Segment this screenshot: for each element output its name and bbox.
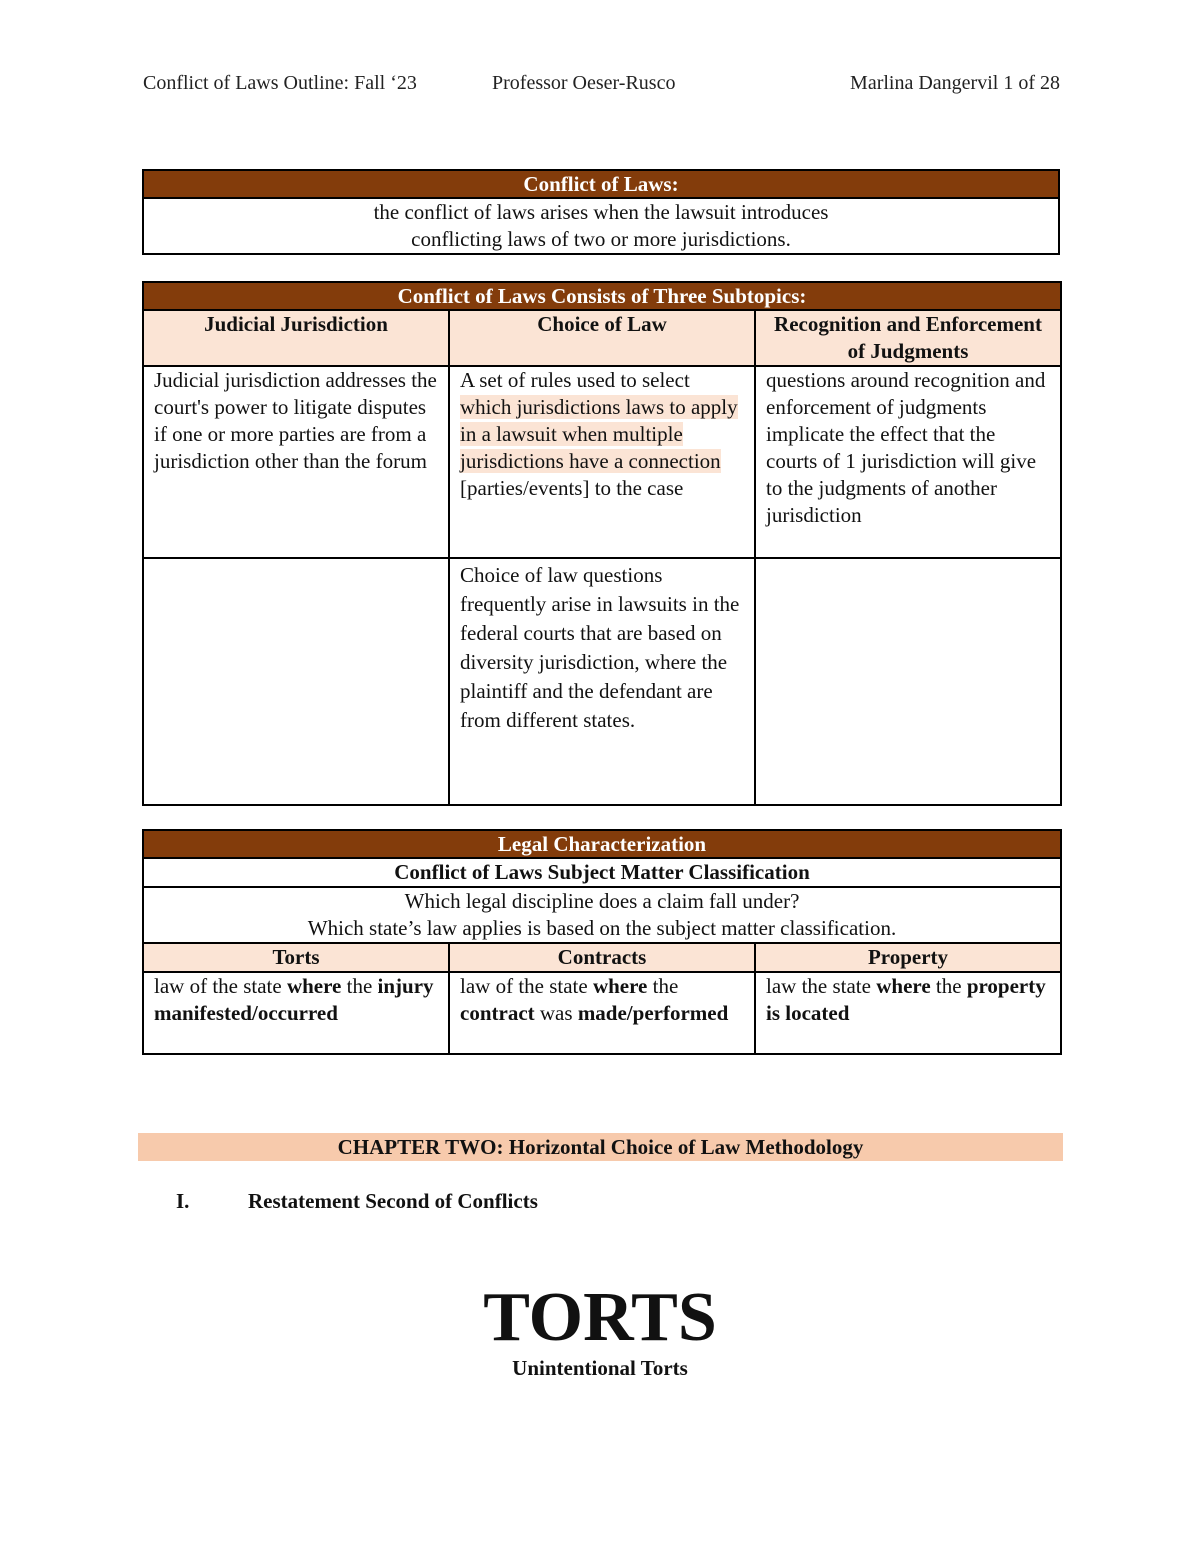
header-author-page: Marlina Dangervil 1 of 28 (850, 72, 1060, 94)
torts-rule-part: law of the state (154, 974, 282, 998)
property-rule-located: property is located (766, 974, 1046, 1025)
contracts-rule-where: where (592, 974, 648, 998)
definition-table (142, 169, 1060, 255)
property-rule-where: where (876, 974, 931, 998)
header-course: Conflict of Laws Outline: Fall ‘23 (143, 72, 417, 94)
definition-line-2: conflicting laws of two or more jurisdictions. (411, 227, 791, 251)
empty-cell-left (143, 558, 449, 805)
property-rule (755, 972, 1061, 1054)
definition-body (143, 198, 1059, 254)
characterization-questions (143, 887, 1061, 943)
torts-rule-part: the (346, 974, 373, 998)
header-contracts: Contracts (449, 943, 755, 972)
subtopics-title: Conflict of Laws Consists of Three Subtopics: (143, 282, 1061, 310)
torts-rule-injury: injury manifested/occurred (154, 974, 434, 1025)
header-torts: Torts (143, 943, 449, 972)
section-title: Restatement Second of Conflicts (248, 1189, 538, 1213)
torts-title: TORTS (483, 1279, 717, 1356)
header-choice-of-law: Choice of Law (449, 310, 755, 366)
choice-of-law-text-start: A set of rules used to select (460, 368, 690, 392)
contracts-rule-part: was (539, 1001, 573, 1025)
section-numeral: I. (176, 1189, 190, 1213)
header-property: Property (755, 943, 1061, 972)
contracts-rule-part: law of the state (460, 974, 588, 998)
recognition-enforcement-text: questions around recognition and enforcement of judgments implicate the effect that the courts of 1 jurisdiction will give to the judgments of another jurisdiction (755, 366, 1061, 558)
question-1: Which legal discipline does a claim fall under? (404, 889, 800, 913)
question-2: Which state’s law applies is based on the subject matter classification. (307, 916, 897, 940)
chapter-heading: CHAPTER TWO: Horizontal Choice of Law Methodology (138, 1133, 1063, 1161)
torts-rule (143, 972, 449, 1054)
contracts-rule-part: the (652, 974, 679, 998)
contracts-rule-contract: contract (460, 1001, 535, 1025)
property-rule-part: law the state (766, 974, 871, 998)
characterization-title: Legal Characterization (143, 830, 1061, 858)
empty-cell-right (755, 558, 1061, 805)
subtopics-table (142, 281, 1062, 806)
torts-subtitle: Unintentional Torts (512, 1356, 688, 1380)
header-professor: Professor Oeser-Rusco (492, 72, 676, 94)
page-header (143, 72, 1060, 100)
characterization-subtitle: Conflict of Laws Subject Matter Classification (143, 858, 1061, 887)
torts-rule-where: where (286, 974, 342, 998)
definition-line-1: the conflict of laws arises when the lawsuit introduces (373, 200, 829, 224)
contracts-rule (449, 972, 755, 1054)
contracts-rule-made: made/performed (577, 1001, 729, 1025)
choice-of-law-text (449, 366, 755, 558)
characterization-table (142, 829, 1062, 1055)
definition-title: Conflict of Laws: (143, 170, 1059, 198)
property-rule-part: the (935, 974, 962, 998)
choice-of-law-highlight: which jurisdictions laws to apply in a lawsuit when multiple jurisdictions have a connection (460, 395, 738, 473)
choice-of-law-diversity-text: Choice of law questions frequently arise in lawsuits in the federal courts that are based on diversity jurisdiction, where the plaintiff and the defendant are from different states. (449, 558, 755, 805)
header-judicial-jurisdiction: Judicial Jurisdiction (143, 310, 449, 366)
header-recognition-enforcement: Recognition and Enforcement of Judgments (755, 310, 1061, 366)
judicial-jurisdiction-text: Judicial jurisdiction addresses the court's power to litigate disputes if one or more parties are from a jurisdiction other than the forum (143, 366, 449, 558)
choice-of-law-text-end: [parties/events] to the case (460, 476, 684, 500)
